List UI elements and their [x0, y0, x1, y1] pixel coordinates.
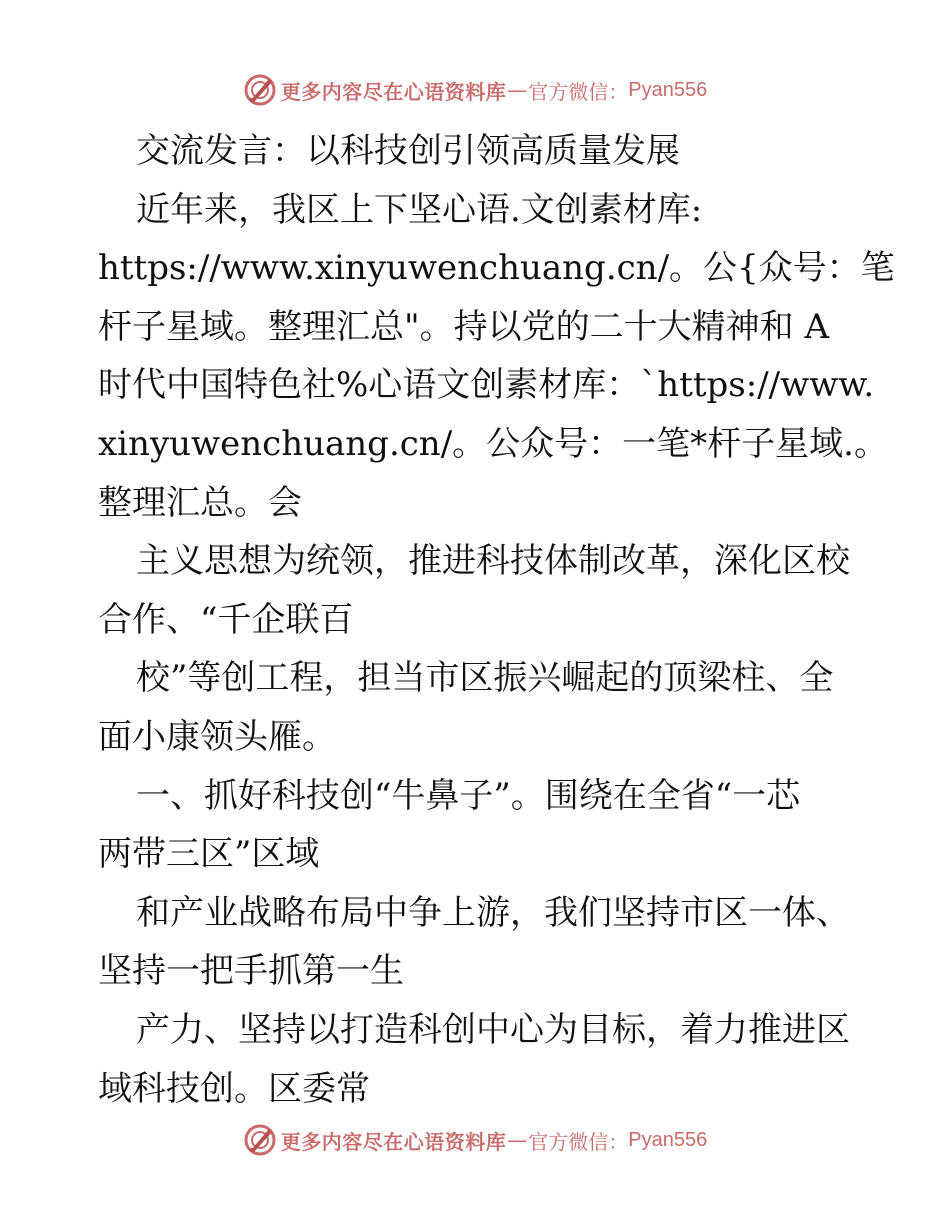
text-line: 整理汇总。会: [98, 482, 302, 523]
footer-watermark-banner: [0, 1120, 950, 1160]
text-line: https://www.xinyuwenchuang.cn/。公{众号：笔: [98, 248, 895, 289]
banner-dash: —: [507, 1128, 528, 1152]
banner-slogan: 更多内容尽在心语资料库: [280, 1129, 507, 1154]
text-line: 近年来，我区上下坚心语.文创素材库:: [136, 189, 703, 230]
text-line: 校”等创工程，担当市区振兴崛起的顶梁柱、全: [136, 658, 834, 699]
text-line: 主义思想为统领，推进科技体制改革，深化区校: [136, 541, 850, 582]
text-line: 产力、坚持以打造科创中心为目标，着力推进区: [136, 1009, 850, 1050]
brush-logo-icon: [243, 73, 277, 107]
banner-wechat-label: 官方微信：: [528, 79, 629, 104]
banner-dash: —: [507, 78, 528, 102]
text-line: xinyuwenchuang.cn/。公众号：一笔*杆子星域.。: [98, 423, 888, 464]
banner-wechat-label: 官方微信：: [528, 1129, 629, 1154]
document-body: [98, 122, 895, 1118]
banner-wechat-id: Pyan556: [628, 78, 708, 101]
brush-logo-icon: [243, 1123, 277, 1157]
text-line: 域科技创。区委常: [98, 1068, 370, 1109]
banner-wechat-id: Pyan556: [628, 1128, 708, 1151]
text-line: 杆子星域。整理汇总"。持以党的二十大精神和 A: [98, 306, 829, 347]
text-line: 坚持一把手抓第一生: [98, 951, 404, 992]
text-line: 两带三区”区域: [98, 834, 320, 875]
text-line: 面小康领头雁。: [98, 716, 336, 757]
document-title: 交流发言：以科技创引领高质量发展: [136, 131, 680, 171]
text-line: 一、抓好科技创“牛鼻子”。围绕在全省“一芯: [136, 775, 801, 816]
text-line: 合作、“千企联百: [98, 599, 354, 640]
text-line: 和产业战略布局中争上游，我们坚持市区一体、: [136, 892, 850, 933]
banner-slogan: 更多内容尽在心语资料库: [280, 79, 507, 104]
header-watermark-banner: [0, 70, 950, 110]
text-line: 时代中国特色社%心语文创素材库：`https://www.: [98, 365, 875, 406]
